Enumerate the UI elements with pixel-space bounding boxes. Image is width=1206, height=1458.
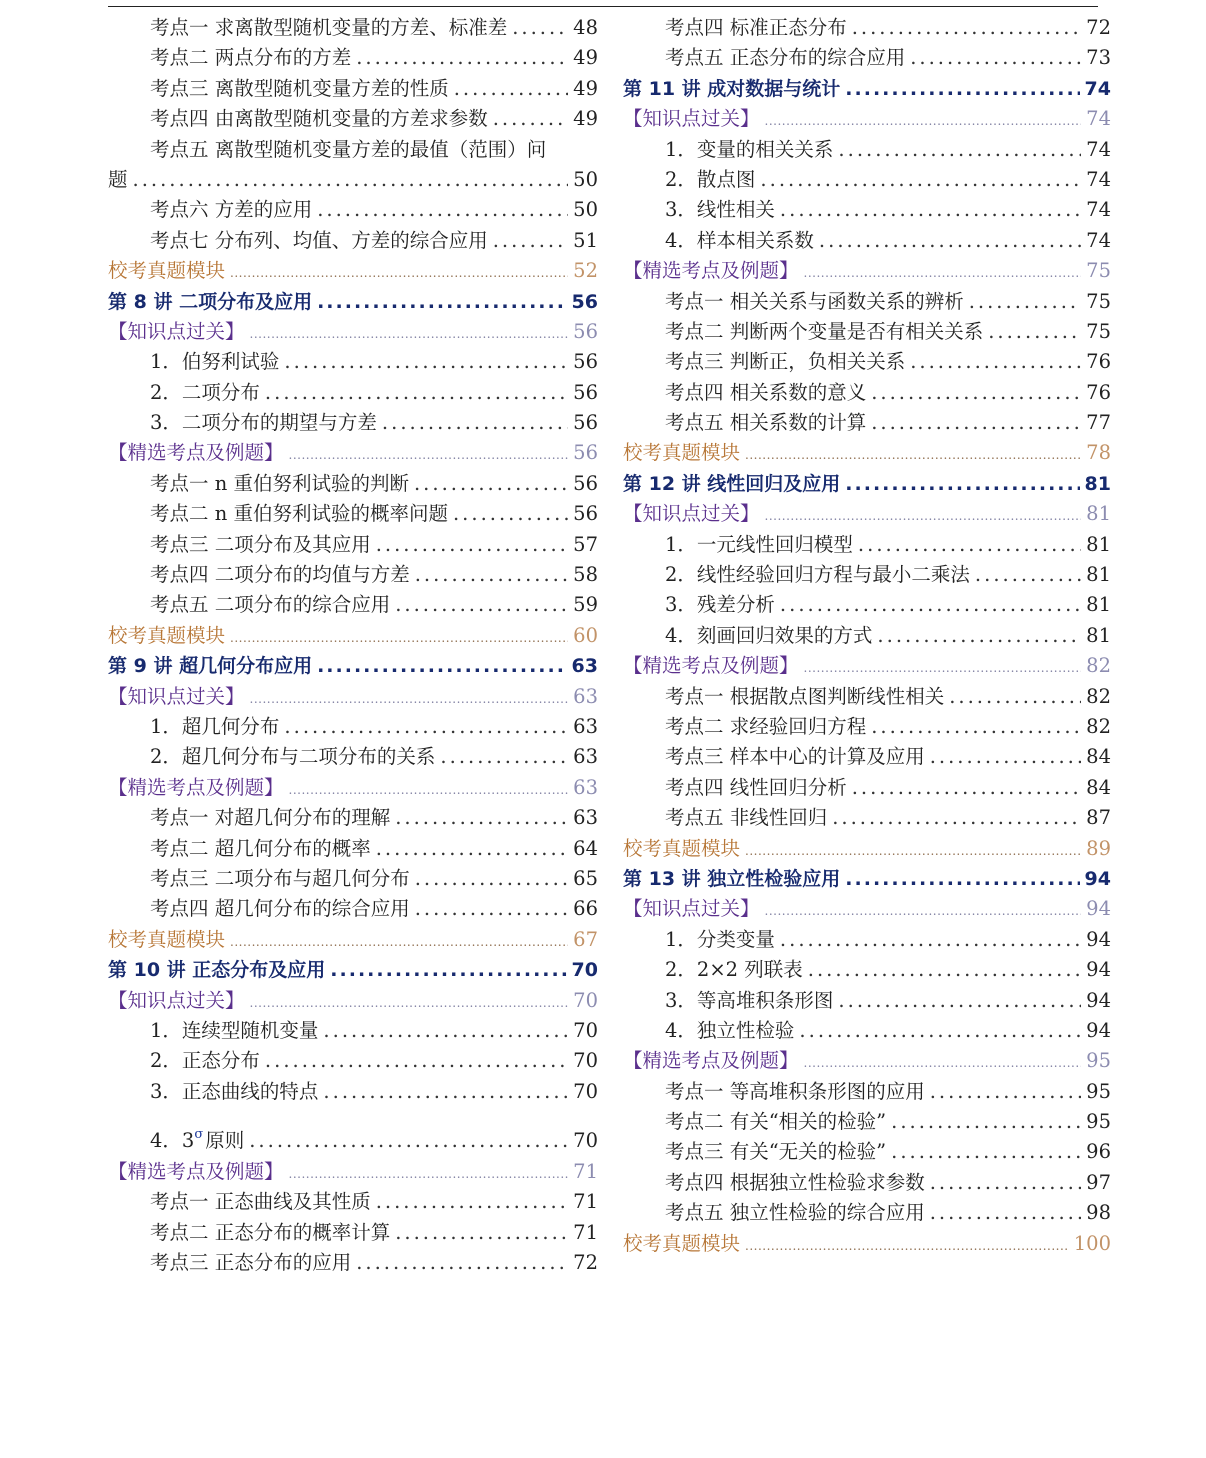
dot-leader [845, 74, 1079, 104]
page-number: 84 [1086, 775, 1111, 799]
toc-entry[interactable]: 考点四 根据独立性检验求参数 ..... 97 [623, 1168, 1111, 1198]
toc-entry[interactable]: 3．残差分析 ..... 81 [623, 590, 1111, 620]
toc-entry[interactable]: 2．线性经验回归方程与最小二乘法 ..... 81 [623, 560, 1111, 590]
page-number: 50 [573, 167, 598, 191]
dot-leader [765, 501, 1082, 529]
page-number: 74 [1086, 198, 1111, 222]
sigma-symbol: σ [194, 1127, 204, 1143]
toc-exam-module[interactable]: 校考真题模块 ..... 60 [108, 621, 598, 651]
toc-section[interactable]: 【知识点过关】 ..... 63 [108, 682, 598, 712]
dot-leader [845, 469, 1079, 499]
toc-entry[interactable]: 考点三 正态分布的应用 ..... 72 [108, 1248, 598, 1278]
toc-entry[interactable]: 考点二 求经验回归方程 ..... 82 [623, 712, 1111, 742]
dot-leader [845, 864, 1079, 894]
page-number: 56 [573, 502, 598, 526]
dot-leader [804, 1048, 1082, 1076]
toc-entry[interactable]: 考点四 超几何分布的综合应用 ..... 66 [108, 894, 598, 924]
dot-leader [871, 408, 1081, 438]
toc-chapter[interactable]: 第 9 讲 超几何分布应用 ..... 63 [108, 651, 598, 681]
toc-entry[interactable]: 考点五 独立性检验的综合应用 ..... 98 [623, 1198, 1111, 1228]
toc-section[interactable]: 【知识点过关】 ..... 70 [108, 986, 598, 1016]
dot-leader [289, 440, 569, 468]
dot-leader [832, 803, 1081, 833]
page-number: 81 [1086, 532, 1111, 556]
page-number: 82 [1086, 684, 1111, 708]
page-number: 58 [573, 563, 598, 587]
toc-section[interactable]: 【知识点过关】 ..... 56 [108, 317, 598, 347]
dot-leader [265, 378, 568, 408]
page-number: 74 [1086, 107, 1111, 131]
dot-leader [804, 258, 1082, 286]
top-rule [108, 6, 1098, 7]
toc-entry[interactable]: 4．样本相关系数 ..... 74 [623, 226, 1111, 256]
page-number: 70 [573, 988, 598, 1012]
dot-leader [871, 378, 1081, 408]
page-number: 65 [573, 866, 598, 890]
toc-entry[interactable]: 4．刻画回归效果的方式 ..... 81 [623, 621, 1111, 651]
page-number: 71 [573, 1220, 598, 1244]
toc-entry[interactable]: 考点二 有关“相关的检验” ..... 95 [623, 1107, 1111, 1137]
dot-leader [891, 1137, 1081, 1167]
toc-entry[interactable]: 3．等高堆积条形图 ..... 94 [623, 986, 1111, 1016]
dot-leader [250, 319, 569, 347]
page-number: 56 [573, 441, 598, 465]
page-number: 63 [573, 806, 598, 830]
dot-leader [376, 1187, 568, 1217]
toc-exam-module[interactable]: 校考真题模块 ..... 67 [108, 925, 598, 955]
dot-leader [250, 684, 569, 712]
dot-leader [765, 106, 1082, 134]
toc-entry[interactable]: 1．变量的相关关系 ..... 74 [623, 135, 1111, 165]
toc-chapter[interactable]: 第 10 讲 正态分布及应用 ..... 70 [108, 955, 598, 985]
page-number: 63 [573, 775, 598, 799]
dot-leader [440, 742, 568, 772]
toc-entry[interactable]: 考点三 判断正，负相关关系 ..... 76 [623, 347, 1111, 377]
toc-section[interactable]: 【精选考点及例题】 ..... 63 [108, 773, 598, 803]
toc-entry[interactable]: 2．散点图 ..... 74 [623, 165, 1111, 195]
page-number: 75 [1086, 289, 1111, 313]
toc-section[interactable]: 【知识点过关】 ..... 81 [623, 499, 1111, 529]
dot-leader [808, 955, 1081, 985]
dot-leader [930, 1077, 1081, 1107]
toc-section[interactable]: 【精选考点及例题】 ..... 75 [623, 256, 1111, 286]
page-number: 94 [1084, 867, 1111, 890]
dot-leader [249, 1113, 568, 1157]
page-number: 70 [573, 1018, 598, 1042]
toc-entry[interactable]: 考点一 正态曲线及其性质 ..... 71 [108, 1187, 598, 1217]
dot-leader [395, 590, 568, 620]
dot-leader [804, 653, 1082, 681]
dot-leader [395, 1218, 568, 1248]
page-number: 94 [1086, 988, 1111, 1012]
page-number: 78 [1086, 441, 1111, 465]
page-number: 50 [573, 198, 598, 222]
dot-leader [376, 834, 568, 864]
page-number: 63 [571, 655, 598, 678]
page-number: 84 [1086, 745, 1111, 769]
page-number: 77 [1086, 411, 1111, 435]
toc-section[interactable]: 【知识点过关】 ..... 74 [623, 104, 1111, 134]
page-number: 75 [1086, 319, 1111, 343]
toc-entry[interactable]: 考点一 n 重伯努利试验的判断 ..... 56 [108, 469, 598, 499]
dot-leader [969, 287, 1081, 317]
dot-leader [289, 1159, 569, 1187]
dot-leader [745, 836, 1081, 864]
page-number: 89 [1086, 836, 1111, 860]
page-number: 56 [571, 290, 598, 313]
dot-leader [265, 1046, 568, 1076]
dot-leader [317, 651, 566, 681]
page-number: 66 [573, 897, 598, 921]
dot-leader [877, 621, 1081, 651]
page-number: 64 [573, 836, 598, 860]
dot-leader [289, 775, 569, 803]
page-number: 74 [1086, 228, 1111, 252]
dot-leader [493, 104, 568, 134]
toc-entry[interactable]: 考点四 二项分布的均值与方差 ..... 58 [108, 560, 598, 590]
page-number: 73 [1086, 46, 1111, 70]
toc-entry[interactable]: 3．二项分布的期望与方差 ..... 56 [108, 408, 598, 438]
dot-leader [356, 43, 568, 73]
toc-entry[interactable]: 1．伯努利试验 ..... 56 [108, 347, 598, 377]
page-number: 70 [573, 1129, 598, 1153]
page-number: 56 [573, 411, 598, 435]
dot-leader [745, 1231, 1069, 1259]
toc-entry[interactable]: 1．一元线性回归模型 ..... 81 [623, 530, 1111, 560]
toc-entry[interactable]: 考点一 等高堆积条形图的应用 ..... 95 [623, 1077, 1111, 1107]
dot-leader [949, 682, 1081, 712]
dot-leader [317, 287, 566, 317]
dot-leader [780, 925, 1081, 955]
toc-entry[interactable]: 4．$3^\sigma$ 原则 ..... 70 [108, 1107, 598, 1157]
toc-entry[interactable]: 考点三 有关“无关的检验” ..... 96 [623, 1137, 1111, 1167]
toc-entry[interactable]: 考点二 n 重伯努利试验的概率问题 ..... 56 [108, 499, 598, 529]
dot-leader [323, 1077, 568, 1107]
toc-entry[interactable]: 考点五 二项分布的综合应用 ..... 59 [108, 590, 598, 620]
toc-entry[interactable]: 考点一 对超几何分布的理解 ..... 63 [108, 803, 598, 833]
dot-leader [454, 74, 568, 104]
page-number: 75 [1086, 259, 1111, 283]
dot-leader [780, 195, 1081, 225]
page-number: 96 [1086, 1140, 1111, 1164]
dot-leader [493, 226, 568, 256]
toc-entry[interactable]: 考点六 方差的应用 ..... 50 [108, 195, 598, 225]
dot-leader [415, 864, 568, 894]
page-number: 48 [573, 16, 598, 39]
toc-section[interactable]: 【知识点过关】 ..... 94 [623, 894, 1111, 924]
page-number: 49 [573, 76, 598, 100]
toc-chapter[interactable]: 第 12 讲 线性回归及应用 ..... 81 [623, 469, 1111, 499]
page-number: 57 [573, 532, 598, 556]
page-number: 76 [1086, 350, 1111, 374]
dot-leader [382, 408, 568, 438]
page-number: 72 [573, 1251, 598, 1275]
page-number: 82 [1086, 654, 1111, 678]
page-number: 81 [1086, 502, 1111, 526]
dot-leader [852, 13, 1081, 43]
toc-entry[interactable]: 1．超几何分布 ..... 63 [108, 712, 598, 742]
page-number: 81 [1086, 563, 1111, 587]
dot-leader [512, 13, 568, 43]
toc-section[interactable]: 【精选考点及例题】 ..... 71 [108, 1157, 598, 1187]
page-number: 81 [1086, 623, 1111, 647]
toc-exam-module[interactable]: 校考真题模块 ..... 89 [623, 834, 1111, 864]
page-number: 59 [573, 593, 598, 617]
page-number: 74 [1086, 137, 1111, 161]
page-number: 97 [1086, 1170, 1111, 1194]
dot-leader [975, 560, 1081, 590]
dot-leader [356, 1248, 568, 1278]
dot-leader [780, 590, 1081, 620]
dot-leader [415, 894, 568, 924]
dot-leader [284, 347, 568, 377]
toc-entry[interactable]: 考点一 求离散型随机变量的方差、标准差 ..... 48 [108, 13, 598, 43]
page-number: 60 [573, 623, 598, 647]
page-number: 95 [1086, 1079, 1111, 1103]
page-number: 94 [1086, 897, 1111, 921]
dot-leader [453, 499, 568, 529]
dot-leader [230, 258, 568, 286]
page-number: 74 [1086, 167, 1111, 191]
toc-entry[interactable]: 考点二 判断两个变量是否有相关关系 ..... 75 [623, 317, 1111, 347]
page-number: 70 [573, 1079, 598, 1103]
page-number: 56 [573, 350, 598, 374]
dot-leader [910, 347, 1081, 377]
toc-entry[interactable]: 考点三 离散型随机变量方差的性质 ..... 49 [108, 74, 598, 104]
page-number: 98 [1086, 1201, 1111, 1225]
toc-entry[interactable]: 考点五 相关系数的计算 ..... 77 [623, 408, 1111, 438]
page-number: 100 [1073, 1231, 1111, 1255]
page-number: 76 [1086, 380, 1111, 404]
page-number: 63 [573, 684, 598, 708]
dot-leader [230, 927, 568, 955]
page-number: 51 [573, 228, 598, 252]
page-number: 81 [1084, 472, 1111, 495]
page-number: 94 [1086, 927, 1111, 951]
toc-entry[interactable]: 考点三 样本中心的计算及应用 ..... 84 [623, 742, 1111, 772]
toc-entry-wrapped-line[interactable]: 考点五 离散型随机变量方差的最值（范围）问 [150, 137, 547, 161]
dot-leader [745, 440, 1081, 468]
dot-leader [852, 773, 1081, 803]
toc-section[interactable]: 【精选考点及例题】 ..... 82 [623, 651, 1111, 681]
page-number: 71 [573, 1160, 598, 1184]
dot-leader [930, 1198, 1081, 1228]
dot-leader [395, 803, 568, 833]
toc-exam-module[interactable]: 校考真题模块 ..... 52 [108, 256, 598, 286]
page-number: 94 [1086, 1018, 1111, 1042]
dot-leader [250, 988, 569, 1016]
toc-chapter[interactable]: 第 11 讲 成对数据与统计 ..... 74 [623, 74, 1111, 104]
dot-leader [230, 623, 568, 651]
page-number: 95 [1086, 1110, 1111, 1134]
toc-exam-module[interactable]: 校考真题模块 ..... 100 [623, 1229, 1111, 1259]
toc-entry[interactable]: 考点二 超几何分布的概率 ..... 64 [108, 834, 598, 864]
page-number: 95 [1086, 1049, 1111, 1073]
toc-entry[interactable]: 考点四 线性回归分析 ..... 84 [623, 773, 1111, 803]
toc-section[interactable]: 【精选考点及例题】 ..... 95 [623, 1046, 1111, 1076]
dot-leader [317, 195, 568, 225]
dot-leader [819, 226, 1081, 256]
dot-leader [765, 896, 1082, 924]
page-number: 81 [1086, 593, 1111, 617]
toc-section[interactable]: 【精选考点及例题】 ..... 56 [108, 438, 598, 468]
dot-leader [323, 1016, 568, 1046]
toc-exam-module[interactable]: 校考真题模块 ..... 78 [623, 438, 1111, 468]
toc-entry[interactable]: 2．超几何分布与二项分布的关系 ..... 63 [108, 742, 598, 772]
toc-entry[interactable]: 考点四 相关系数的意义 ..... 76 [623, 378, 1111, 408]
page-number: 74 [1084, 77, 1111, 100]
dot-leader [330, 955, 566, 985]
dot-leader [414, 469, 568, 499]
toc-entry[interactable]: 考点四 标准正态分布 ..... 72 [623, 13, 1111, 43]
toc-entry[interactable]: 1．分类变量 ..... 94 [623, 925, 1111, 955]
page-number: 94 [1086, 958, 1111, 982]
dot-leader [284, 712, 568, 742]
page-number: 70 [573, 1049, 598, 1073]
dot-leader [415, 560, 568, 590]
page-number: 56 [573, 471, 598, 495]
toc-entry[interactable]: 考点一 根据散点图判断线性相关 ..... 82 [623, 682, 1111, 712]
toc-entry[interactable]: 2．2×2 列联表 ..... 94 [623, 955, 1111, 985]
page-number: 63 [573, 714, 598, 738]
dot-leader [133, 165, 569, 195]
toc-entry[interactable]: 考点二 正态分布的概率计算 ..... 71 [108, 1218, 598, 1248]
toc-entry[interactable]: 2．二项分布 ..... 56 [108, 378, 598, 408]
page-number: 70 [571, 959, 598, 982]
page-number: 87 [1086, 806, 1111, 830]
dot-leader [910, 43, 1081, 73]
toc-entry[interactable]: 3．正态曲线的特点 ..... 70 [108, 1077, 598, 1107]
toc-left-column [108, 13, 598, 1279]
page-number: 67 [573, 927, 598, 951]
dot-leader [376, 530, 568, 560]
toc-entry[interactable]: 考点三 二项分布及其应用 ..... 57 [108, 530, 598, 560]
page-number: 56 [573, 380, 598, 404]
toc-entry[interactable]: 1．连续型随机变量 ..... 70 [108, 1016, 598, 1046]
page-number: 63 [573, 745, 598, 769]
dot-leader [930, 1168, 1081, 1198]
page-number: 72 [1086, 16, 1111, 39]
dot-leader [930, 742, 1081, 772]
toc-chapter[interactable]: 第 13 讲 独立性检验应用 ..... 94 [623, 864, 1111, 894]
page-number: 82 [1086, 714, 1111, 738]
toc-chapter[interactable]: 第 8 讲 二项分布及应用 ..... 56 [108, 287, 598, 317]
toc-entry[interactable]: 4．独立性检验 ..... 94 [623, 1016, 1111, 1046]
toc-entry[interactable]: 考点五 非线性回归 ..... 87 [623, 803, 1111, 833]
toc-entry[interactable]: 考点一 相关关系与函数关系的辨析 ..... 75 [623, 287, 1111, 317]
dot-leader [871, 712, 1081, 742]
dot-leader [858, 530, 1081, 560]
page-number: 49 [573, 46, 598, 70]
toc-entry[interactable]: 考点七 分布列、均值、方差的综合应用 ..... 51 [108, 226, 598, 256]
page-number: 52 [573, 259, 598, 283]
toc-entry[interactable]: 3．线性相关 ..... 74 [623, 195, 1111, 225]
toc-entry[interactable]: 题 ..... 50 [108, 165, 598, 195]
toc-right-column [623, 13, 1111, 1259]
toc-entry[interactable]: 考点五 正态分布的综合应用 ..... 73 [623, 43, 1111, 73]
dot-leader [891, 1107, 1081, 1137]
page-number: 49 [573, 107, 598, 131]
dot-leader [838, 986, 1081, 1016]
dot-leader [838, 135, 1081, 165]
toc-entry[interactable]: 2．正态分布 ..... 70 [108, 1046, 598, 1076]
dot-leader [760, 165, 1081, 195]
dot-leader [799, 1016, 1081, 1046]
toc-entry[interactable]: 考点三 二项分布与超几何分布 ..... 65 [108, 864, 598, 894]
toc-entry[interactable]: 考点二 两点分布的方差 ..... 49 [108, 43, 598, 73]
page-number: 71 [573, 1190, 598, 1214]
toc-entry[interactable]: 考点四 由离散型随机变量的方差求参数 ..... 49 [108, 104, 598, 134]
page-number: 56 [573, 319, 598, 343]
dot-leader [988, 317, 1081, 347]
